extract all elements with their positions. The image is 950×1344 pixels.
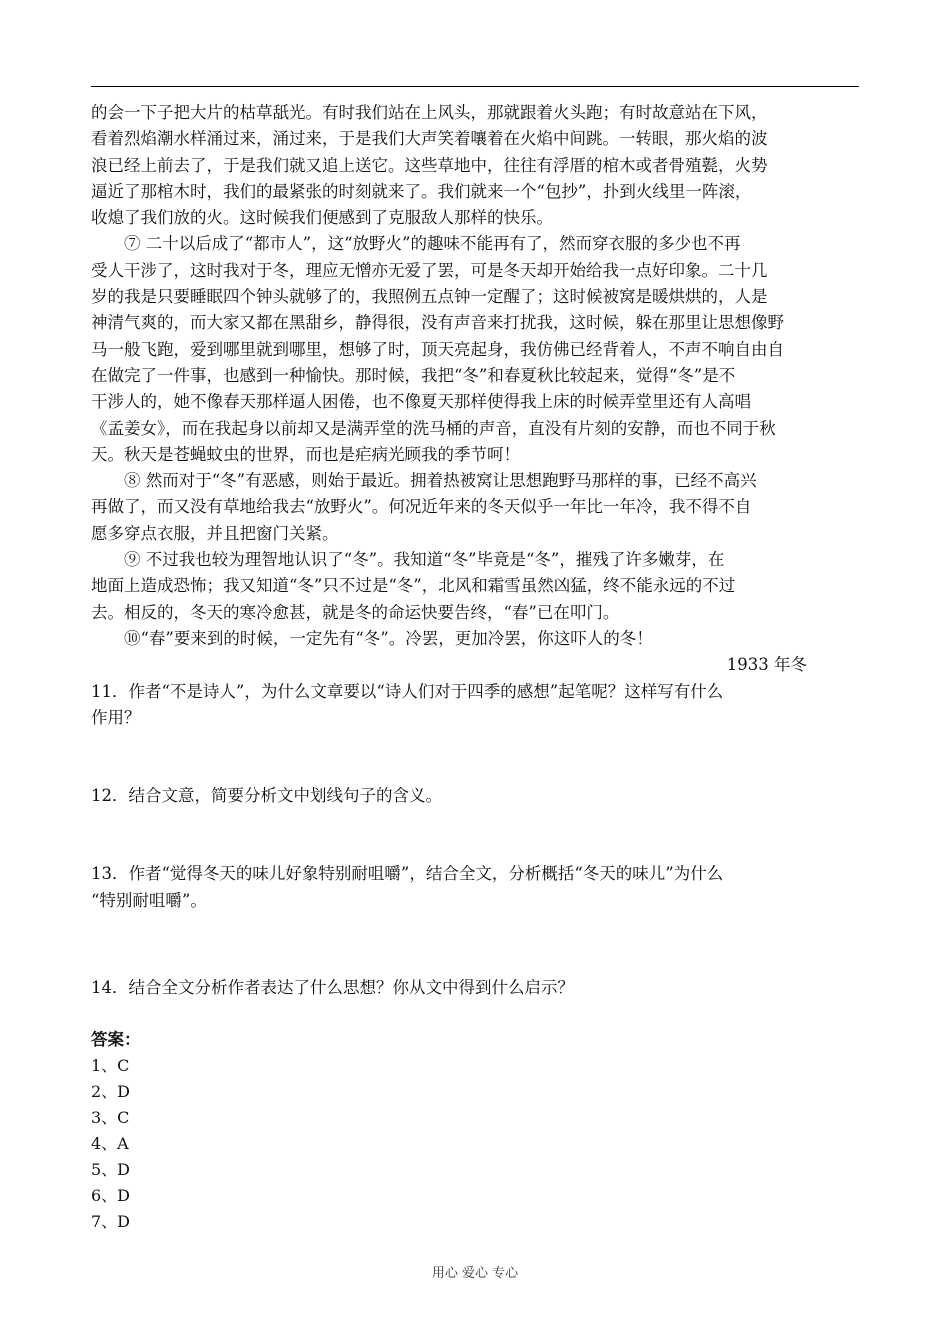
text-line: 《孟姜女》，而在我起身以前却又是满弄堂的洗马桶的声音，直没有片刻的安静，而也不同于秋 [91, 418, 776, 438]
answer-item: 5、D [91, 1160, 131, 1180]
text-line: 受人干涉了，这时我对于冬，理应无憎亦无爱了罢，可是冬天却开始给我一点好印象。二十几 [91, 260, 768, 280]
answers-list [91, 1053, 859, 1235]
text-line: 收熄了我们放的火。这时候我们便感到了克服敌人那样的快乐。 [91, 208, 553, 228]
text-line: 的会一下子把大片的枯草舐光。有时我们站在上风头，那就跟着火头跑；有时故意站在下风， [91, 103, 768, 122]
paragraph-7 [91, 231, 859, 468]
text-line: 马一般飞跑，爱到哪里就到哪里，想够了时，顶天亮起身，我仿佛已经背着人，不声不响自由自 [91, 339, 784, 359]
text-line: 地面上造成恐怖；我又知道“冬”只不过是“冬”，北风和霜雪虽然凶猛，终不能永远的不过 [91, 576, 736, 596]
answer-item: 3、C [91, 1108, 130, 1128]
question-12: 12．结合文意，简要分析文中划线句子的含义。 [91, 786, 442, 806]
text-line: 天。秋天是苍蝇蚊虫的世界，而也是疟病光顾我的季节呵！ [91, 444, 520, 464]
text-line: ⑦ 二十以后成了“都市人”，这“放野火”的趣味不能再有了，然而穿衣服的多少也不再 [124, 234, 741, 254]
text-line: 去。相反的，冬天的寒冷愈甚，就是冬的命运快要告终，“春”已在叩门。 [91, 602, 620, 622]
passage-date: 1933 年冬 [726, 655, 807, 675]
answers-title: 答案： [91, 1030, 141, 1050]
answer-space [91, 1001, 859, 1021]
text-line: ⑧ 然而对于“冬”有恶感，则始于最近。拥着热被窝让思想跑野马那样的事，已经不高兴 [124, 471, 757, 491]
question-11 [91, 679, 859, 732]
text-line: 在做完了一件事，也感到一种愉快。那时候，我把“冬”和春夏秋比较起来，觉得“冬”是不 [91, 365, 736, 385]
passage-continuation [91, 100, 859, 231]
question-line: 作用？ [91, 707, 141, 727]
text-line: 逼近了那棺木时，我们的最紧张的时刻就来了。我们就来一个“包抄”，扑到火线里一阵滚， [91, 181, 752, 201]
answer-item: 6、D [91, 1186, 131, 1206]
text-line: 岁的我是只要睡眠四个钟头就够了的，我照例五点钟一定醒了；这时候被窝是暖烘烘的，人是 [91, 287, 768, 307]
answer-item: 7、D [91, 1212, 131, 1232]
paragraph-8 [91, 468, 859, 547]
answer-item: 2、D [91, 1082, 131, 1102]
text-line: 神清气爽的，而大家又都在黑甜乡，静得很，没有声音来打扰我，这时候，躲在那里让思想像野 [91, 313, 784, 333]
question-14: 14．结合全文分析作者表达了什么思想？你从文中得到什么启示？ [91, 978, 574, 998]
paragraph-9 [91, 547, 859, 626]
text-line: 干涉人的，她不像春天那样逼人困倦，也不像夏天那样使得我上床的时候弄堂里还有人高唱 [91, 392, 751, 412]
question-line: 11．作者“不是诗人”，为什么文章要以“诗人们对于四季的感想”起笔呢？这样写有什么 [91, 681, 724, 701]
answer-item: 1、C [91, 1056, 130, 1076]
text-line: 愿多穿点衣服，并且把窗门关紧。 [91, 523, 339, 543]
answer-space [91, 809, 859, 861]
paragraph-10: ⑩“春”要来到的时候，一定先有“冬”。冷罢，更加冷罢，你这吓人的冬！ [124, 628, 653, 648]
question-line: 13．作者“觉得冬天的味儿好象特别耐咀嚼”，结合全文，分析概括“冬天的味儿”为什么 [91, 864, 724, 884]
text-line: 再做了，而又没有草地给我去“放野火”。何况近年来的冬天似乎一年比一年冷，我不得不自 [91, 497, 752, 517]
header-rule [91, 86, 859, 87]
text-line: 浪已经上前去了，于是我们就又追上送它。这些草地中，往往有浮厝的棺木或者骨殖甏，火势 [91, 155, 768, 175]
page-footer: 用心 爱心 专心 [431, 1266, 519, 1281]
answer-space [91, 914, 859, 975]
answer-space [91, 731, 859, 783]
question-13 [91, 861, 859, 914]
question-line: “特别耐咀嚼”。 [91, 890, 207, 910]
answer-item: 4、A [91, 1134, 129, 1154]
text-line: 看着烈焰潮水样涌过来，涌过来，于是我们大声笑着嚷着在火焰中间跳。一转眼，那火焰的波 [91, 129, 768, 149]
document-page [91, 100, 859, 1235]
text-line: ⑨ 不过我也较为理智地认识了“冬”。我知道“冬”毕竟是“冬”，摧残了许多嫩芽，在 [124, 550, 725, 570]
